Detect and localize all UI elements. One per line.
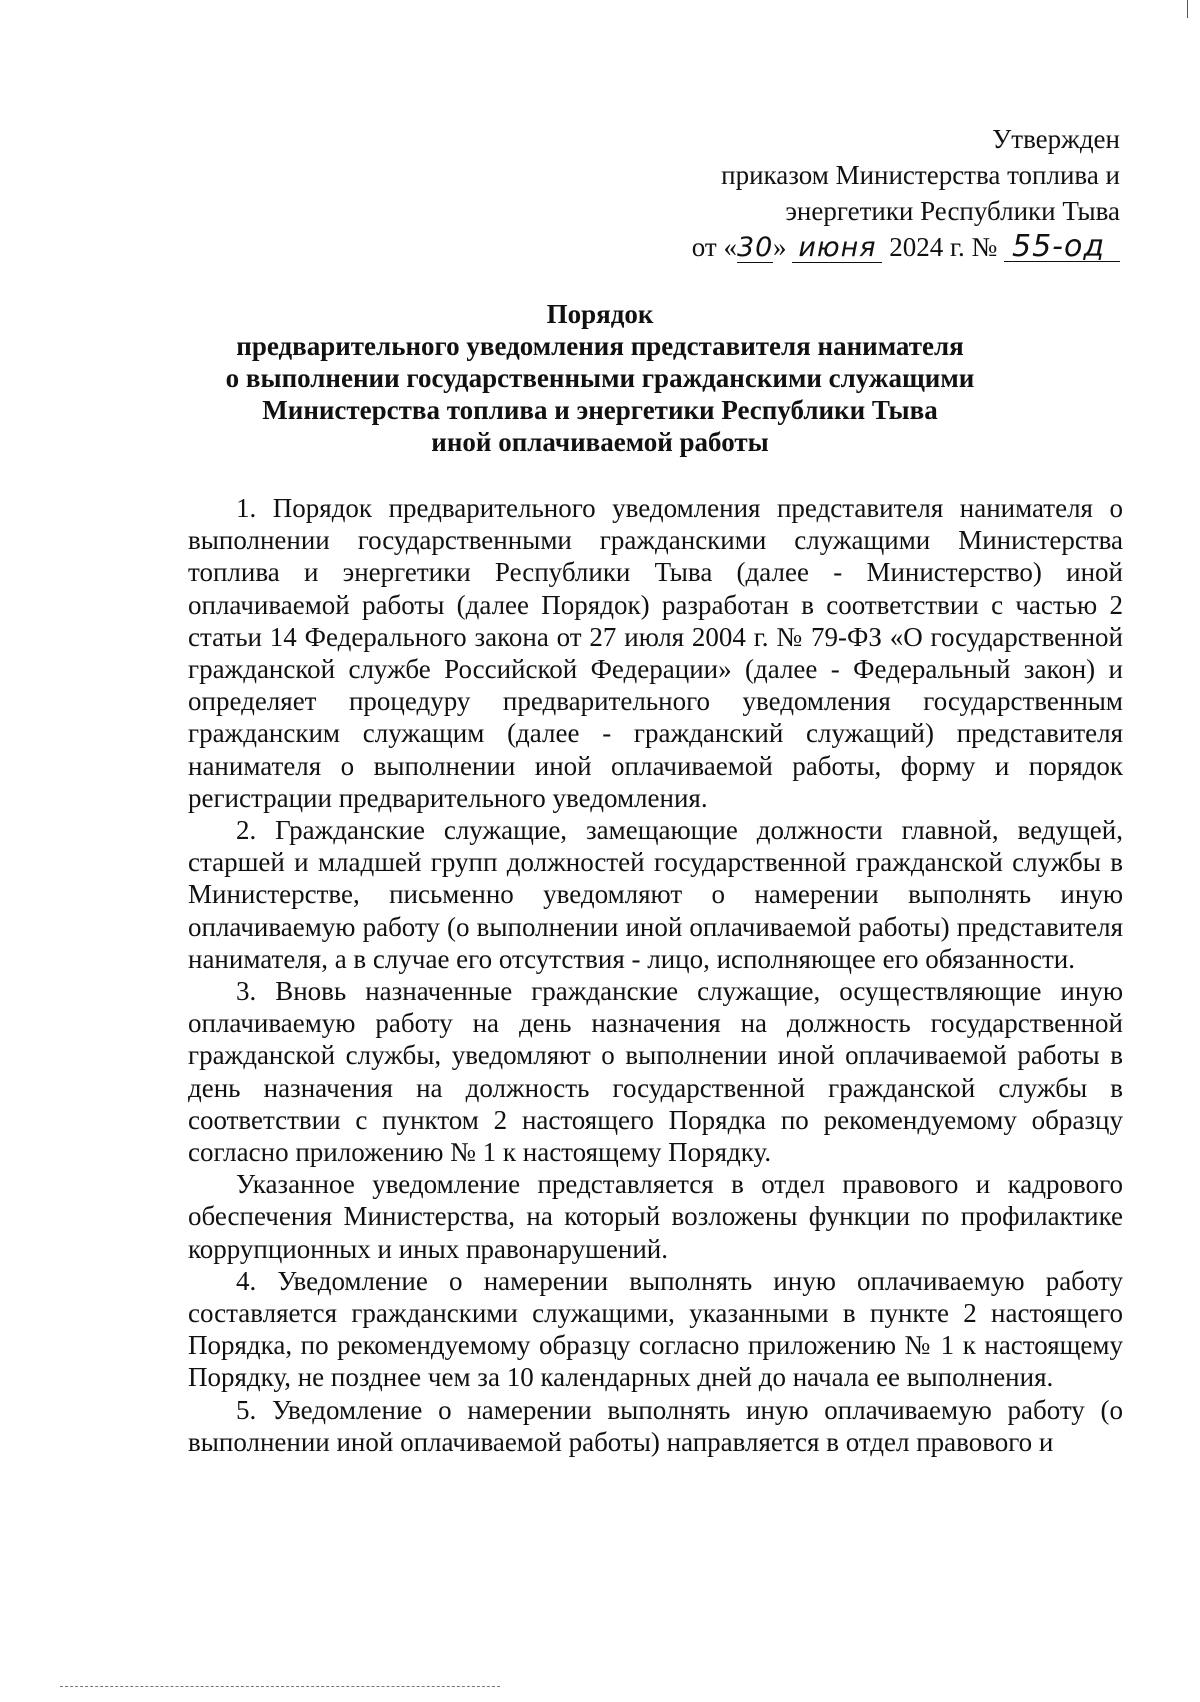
paragraph-5: 5. Уведомление о намерении выполнять иную оплачиваемую работу (о выполнении иной оплачиваемой работы) направляется в отдел правового и <box>188 1394 1123 1457</box>
date-mid: » <box>772 232 787 262</box>
scan-mark <box>1187 0 1188 18</box>
approval-line-1: Утвержден <box>992 124 1120 154</box>
date-prefix: от « <box>691 232 737 262</box>
approval-line-3: энергетики Республики Тыва <box>785 196 1120 226</box>
document-title <box>0 298 1200 458</box>
title-line-5: иной оплачиваемой работы <box>431 427 769 457</box>
approval-block <box>692 121 1120 266</box>
title-line-4: Министерства топлива и энергетики Республики Тыва <box>262 395 938 425</box>
title-line-2: предварительного уведомления представителя нанимателя <box>236 331 964 361</box>
paragraph-3: 3. Вновь назначенные гражданские служащие, осуществляющие иную оплачиваемую работу на день назначения на должность государственной гражданской службы, уведомляют о выполнении иной оплачиваемой работы в день назначения на должность государственной гражданской службы в соответствии с пунктом 2 настоящего Порядка по рекомендуемому образцу согласно приложению № 1 к настоящему Порядку. <box>188 976 1123 1168</box>
paragraph-3-note: Указанное уведомление представляется в отдел правового и кадрового обеспечения Министерства, на который возложены функции по профилактике коррупционных и иных правонарушений. <box>188 1169 1123 1264</box>
paragraph-1: 1. Порядок предварительного уведомления представителя нанимателя о выполнении государственными гражданскими служащими Министерства топлива и энергетики Республики Тыва (далее - Министерство) иной оплачиваемой работы (далее Порядок) разработан в соответствии с частью 2 статьи 14 Федерального закона от 27 июля 2004 г. № 79-ФЗ «О государственной гражданской службе Российской Федерации» (далее - Федеральный закон) и определяет процедуру предварительного уведомления государственным гражданским служащим (далее - гражданский служащий) представителя нанимателя о выполнении иной оплачиваемой работы, форму и порядок регистрации предварительного уведомления. <box>188 493 1123 813</box>
title-line-1: Порядок <box>546 299 654 329</box>
paragraph-2: 2. Гражданские служащие, замещающие должности главной, ведущей, старшей и младшей групп должностей государственной гражданской службы в Министерстве, письменно уведомляют о намерении выполнять иную оплачиваемую работу (о выполнении иной оплачиваемой работы) представителя нанимателя, а в случае его отсутствия - лицо, исполняющее его обязанности. <box>188 815 1123 974</box>
handwritten-order-number: 55-од <box>1004 229 1120 265</box>
approval-date-line <box>692 229 1120 266</box>
footer-divider <box>60 1686 500 1687</box>
date-year: 2024 г. № <box>889 232 998 262</box>
paragraph-4: 4. Уведомление о намерении выполнять иную оплачиваемую работу составляется гражданскими служащими, указанными в пункте 2 настоящего Порядка, по рекомендуемому образцу согласно приложению № 1 к настоящему Порядку, не позднее чем за 10 календарных дней до начала ее выполнения. <box>188 1265 1123 1393</box>
handwritten-month: июня <box>792 230 882 266</box>
title-line-3: о выполнении государственными гражданскими служащими <box>225 363 975 393</box>
handwritten-day: 30 <box>737 230 773 266</box>
approval-line-2: приказом Министерства топлива и <box>721 160 1120 190</box>
document-body <box>188 492 1123 1458</box>
